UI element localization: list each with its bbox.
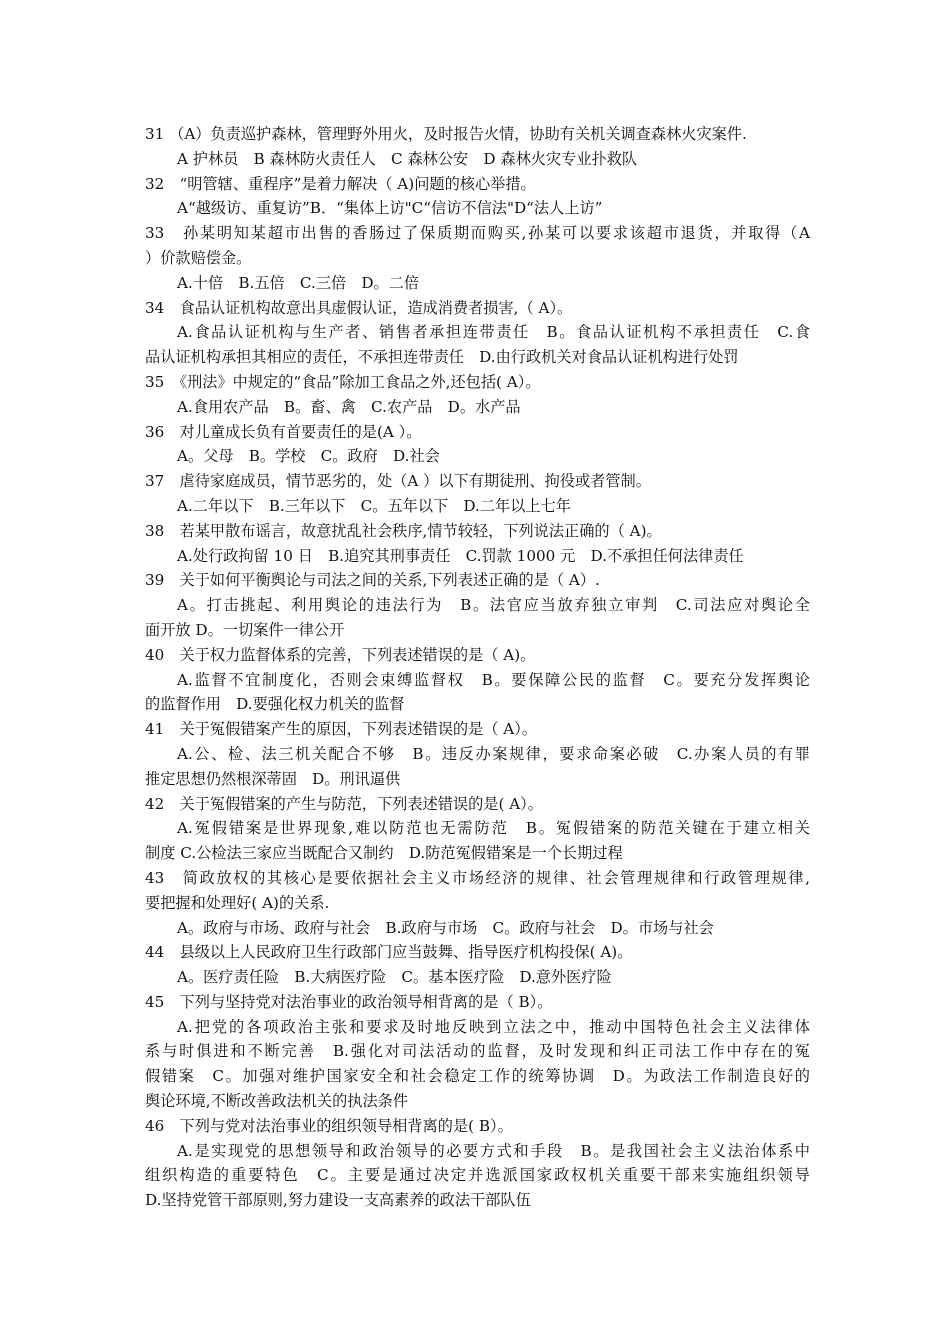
text-line: 制度 C.公检法三家应当既配合又制约 D.防范冤假错案是一个长期过程 bbox=[145, 844, 623, 863]
text-line: ）价款赔偿金。 bbox=[145, 248, 252, 267]
text-line: 假错案 C。加强对维护国家安全和社会稳定工作的统筹协调 D。为政法工作制造良好的 bbox=[145, 1067, 810, 1086]
text-line: 37 虐待家庭成员，情节恶劣的，处（A ）以下有期徒刑、拘役或者管制。 bbox=[145, 472, 651, 491]
text-line: 品认证机构承担其相应的责任，不承担连带责任 D.由行政机关对食品认证机构进行处罚 bbox=[145, 348, 739, 367]
text-line: 31 （A）负责巡护森林，管理野外用火，及时报告火情，协助有关机关调查森林火灾案件. bbox=[145, 125, 747, 143]
text-line: 39 关于如何平衡舆论与司法之间的关系,下列表述正确的是（ A）. bbox=[145, 571, 600, 590]
document-page bbox=[145, 122, 810, 1213]
text-line: 36 对儿童成长负有首要责任的是(A ）。 bbox=[145, 422, 422, 441]
text-line: 33 孙某明知某超市出售的香肠过了保质期而购买,孙某可以要求该超市退货，并取得（A bbox=[145, 224, 810, 243]
text-line: 推定思想仍然根深蒂固 D。刑讯逼供 bbox=[145, 769, 401, 788]
text-line: A.冤假错案是世界现象,难以防范也无需防范 B。冤假错案的防范关键在于建立相关 bbox=[177, 819, 810, 838]
text-line: 41 关于冤假错案产生的原因，下列表述错误的是（ A）。 bbox=[145, 720, 538, 739]
text-line: 32 “明管辖、重程序”是着力解决（ A)问题的核心举措。 bbox=[145, 174, 536, 193]
text-line: 组织构造的重要特色 C。主要是通过决定并选派国家政权机关重要干部来实施组织领导 bbox=[145, 1166, 810, 1185]
text-line: 的监督作用 D.要强化权力机关的监督 bbox=[145, 695, 405, 714]
text-line: D.坚持党管干部原则,努力建设一支高素养的政法干部队伍 bbox=[145, 1191, 531, 1210]
text-line: A。打击挑起、利用舆论的违法行为 B。法官应当放弃独立审判 C.司法应对舆论全 bbox=[177, 596, 810, 615]
text-line: 44 县级以上人民政府卫生行政部门应当鼓舞、指导医疗机构投保( A)。 bbox=[145, 943, 633, 962]
text-line: A。医疗责任险 B.大病医疗险 C。基本医疗险 D.意外医疗险 bbox=[177, 968, 612, 987]
text-line: A.食品认证机构与生产者、销售者承担连带责任 B。食品认证机构不承担责任 C.食 bbox=[177, 323, 810, 342]
text-line: 45 下列与坚持党对法治事业的政治领导相背离的是（ B）。 bbox=[145, 992, 553, 1011]
text-line: A 护林员 B 森林防火责任人 C 森林公安 D 森林火灾专业扑救队 bbox=[177, 149, 638, 168]
text-line: 面开放 D。一切案件一律公开 bbox=[145, 620, 345, 639]
text-line: A.二年以下 B.三年以下 C。五年以下 D.二年以上七年 bbox=[177, 496, 571, 515]
text-line: A.公、检、法三机关配合不够 B。违反办案规律，要求命案必破 C.办案人员的有罪 bbox=[177, 744, 810, 763]
text-line: A“越级访、重复访”B．“集体上访"C“信访不信法"D“法人上访” bbox=[177, 199, 603, 218]
text-line: A.把党的各项政治主张和要求及时地反映到立法之中，推动中国特色社会主义法律体 bbox=[177, 1017, 810, 1036]
text-line: 舆论环境,不断改善政法机关的执法条件 bbox=[145, 1092, 409, 1111]
text-line: A.处行政拘留 10 日 B.追究其刑事责任 C.罚款 1000 元 D.不承担任何法律责任 bbox=[177, 546, 744, 565]
text-line: 42 关于冤假错案的产生与防范，下列表述错误的是( A）。 bbox=[145, 794, 543, 813]
text-line: 40 关于权力监督体系的完善，下列表述错误的是（ A)。 bbox=[145, 645, 536, 664]
text-line: 要把握和处理好( A)的关系. bbox=[145, 893, 330, 912]
text-line: A.是实现党的思想领导和政治领导的必要方式和手段 B。是我国社会主义法治体系中 bbox=[177, 1141, 810, 1160]
text-line: A.十倍 B.五倍 C.三倍 D。二倍 bbox=[177, 273, 420, 292]
text-line: A。父母 B。学校 C。政府 D.社会 bbox=[177, 447, 440, 466]
text-line: 43 简政放权的其核心是要依据社会主义市场经济的规律、社会管理规律和行政管理规律, bbox=[145, 868, 810, 887]
text-line: A.监督不宜制度化，否则会束缚监督权 B。要保障公民的监督 C。要充分发挥舆论 bbox=[177, 670, 810, 689]
text-line: A.食用农产品 B。畜、禽 C.农产品 D。水产品 bbox=[177, 397, 521, 416]
text-line: A。政府与市场、政府与社会 B.政府与市场 C。政府与社会 D。市场与社会 bbox=[177, 918, 714, 937]
text-line: 46 下列与党对法治事业的组织领导相背离的是( B）。 bbox=[145, 1116, 513, 1135]
text-line: 34 食品认证机构故意出具虚假认证，造成消费者损害,（ A）。 bbox=[145, 298, 573, 317]
text-line: 系与时俱进和不断完善 B.强化对司法活动的监督，及时发现和纠正司法工作中存在的冤 bbox=[145, 1042, 810, 1061]
text-line: 35 《刑法》中规定的“食品”除加工食品之外,还包括( A）。 bbox=[145, 372, 541, 391]
text-line: 38 若某甲散布谣言，故意扰乱社会秩序,情节较轻，下列说法正确的（ A)。 bbox=[145, 521, 662, 540]
